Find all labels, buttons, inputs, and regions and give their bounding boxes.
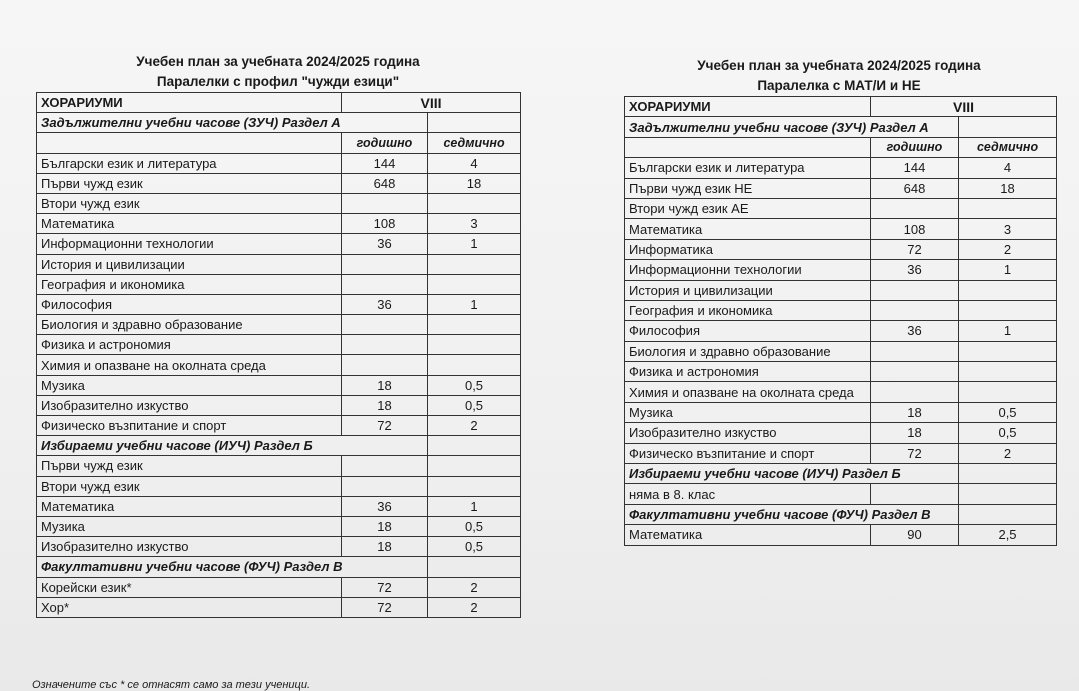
table-row bbox=[625, 280, 1057, 300]
weekly-cell: 18 bbox=[959, 178, 1057, 198]
yearly-cell: 72 bbox=[342, 577, 428, 597]
yearly-cell bbox=[342, 355, 428, 375]
weekly-cell bbox=[428, 315, 521, 335]
yearly-cell: 72 bbox=[871, 443, 959, 463]
subject-cell: Физическо възпитание и спорт bbox=[625, 443, 871, 463]
subject-cell: Музика bbox=[625, 402, 871, 422]
subject-cell: Философия bbox=[37, 294, 342, 314]
footnote: Означените със * се отнасят само за тези ученици. bbox=[32, 679, 311, 691]
section-c-title: Факултативни учебни часове (ФУЧ) Раздел В bbox=[37, 557, 428, 577]
weekly-cell: 1 bbox=[428, 234, 521, 254]
subject-cell: Втори чужд език bbox=[37, 476, 342, 496]
section-row bbox=[37, 436, 521, 456]
weekly-cell bbox=[428, 355, 521, 375]
table-row bbox=[37, 214, 521, 234]
weekly-cell: 18 bbox=[428, 173, 521, 193]
table-row bbox=[37, 516, 521, 536]
subheader-row bbox=[625, 137, 1057, 157]
table-row bbox=[37, 597, 521, 617]
table-row bbox=[625, 300, 1057, 320]
table-row bbox=[37, 173, 521, 193]
yearly-cell: 36 bbox=[342, 234, 428, 254]
table-row bbox=[37, 254, 521, 274]
table-row bbox=[37, 315, 521, 335]
table-row bbox=[625, 402, 1057, 422]
empty-cell bbox=[959, 464, 1057, 484]
yearly-cell bbox=[342, 476, 428, 496]
yearly-cell bbox=[871, 341, 959, 361]
table-row bbox=[625, 198, 1057, 218]
empty-cell bbox=[625, 137, 871, 157]
subject-cell: Физика и астрономия bbox=[625, 362, 871, 382]
yearly-cell bbox=[871, 484, 959, 504]
yearly-cell bbox=[871, 362, 959, 382]
header-label: ХОРАРИУМИ bbox=[625, 97, 871, 117]
yearly-cell: 36 bbox=[342, 496, 428, 516]
weekly-cell: 0,5 bbox=[428, 516, 521, 536]
weekly-cell: 2,5 bbox=[959, 525, 1057, 545]
table-row bbox=[37, 375, 521, 395]
table-row bbox=[625, 382, 1057, 402]
doc-title: Учебен план за учебната 2024/2025 година bbox=[697, 58, 981, 73]
table-row bbox=[37, 416, 521, 436]
curriculum-table bbox=[624, 96, 1057, 546]
yearly-cell bbox=[342, 335, 428, 355]
subject-cell: Химия и опазване на околната среда bbox=[625, 382, 871, 402]
subject-cell: География и икономика bbox=[37, 274, 342, 294]
doc-subtitle: Паралелки с профил "чужди езици" bbox=[156, 74, 400, 89]
table-row bbox=[37, 234, 521, 254]
yearly-cell: 18 bbox=[342, 516, 428, 536]
yearly-cell: 144 bbox=[342, 153, 428, 173]
yearly-cell: 36 bbox=[342, 294, 428, 314]
yearly-cell bbox=[342, 456, 428, 476]
subject-cell: Български език и литература bbox=[625, 158, 871, 178]
weekly-cell bbox=[959, 198, 1057, 218]
yearly-cell: 36 bbox=[871, 321, 959, 341]
table-row bbox=[37, 274, 521, 294]
yearly-cell bbox=[871, 300, 959, 320]
subject-cell: Изобразително изкуство bbox=[625, 423, 871, 443]
section-b-title: Избираеми учебни часове (ИУЧ) Раздел Б bbox=[37, 436, 428, 456]
table-row bbox=[37, 395, 521, 415]
weekly-cell bbox=[959, 382, 1057, 402]
empty-cell bbox=[959, 117, 1057, 137]
yearly-cell: 18 bbox=[871, 423, 959, 443]
weekly-cell: 1 bbox=[428, 294, 521, 314]
subject-cell: Философия bbox=[625, 321, 871, 341]
section-a-title: Задължителни учебни часове (ЗУЧ) Раздел А bbox=[625, 117, 959, 137]
subject-cell: Изобразително изкуство bbox=[37, 537, 342, 557]
subject-cell: Физическо възпитание и спорт bbox=[37, 416, 342, 436]
curriculum-math-it bbox=[624, 56, 1057, 546]
table-row bbox=[625, 423, 1057, 443]
col-yearly-header: годишно bbox=[342, 133, 428, 153]
col-weekly-header: седмично bbox=[428, 133, 521, 153]
col-weekly-header: седмично bbox=[959, 137, 1057, 157]
weekly-cell: 2 bbox=[428, 416, 521, 436]
section-row bbox=[625, 117, 1057, 137]
empty-cell bbox=[959, 504, 1057, 524]
table-row bbox=[37, 335, 521, 355]
col-yearly-header: годишно bbox=[871, 137, 959, 157]
weekly-cell bbox=[959, 362, 1057, 382]
weekly-cell: 2 bbox=[428, 577, 521, 597]
table-row bbox=[625, 321, 1057, 341]
yearly-cell: 90 bbox=[871, 525, 959, 545]
curriculum-table bbox=[36, 92, 521, 618]
empty-cell bbox=[428, 436, 521, 456]
subject-cell: Втори чужд език АЕ bbox=[625, 198, 871, 218]
section-b-title: Избираеми учебни часове (ИУЧ) Раздел Б bbox=[625, 464, 959, 484]
subject-cell: История и цивилизации bbox=[625, 280, 871, 300]
empty-cell bbox=[37, 133, 342, 153]
section-c-title: Факултативни учебни часове (ФУЧ) Раздел В bbox=[625, 504, 959, 524]
weekly-cell bbox=[428, 254, 521, 274]
weekly-cell bbox=[959, 484, 1057, 504]
yearly-cell: 648 bbox=[342, 173, 428, 193]
weekly-cell: 3 bbox=[428, 214, 521, 234]
section-a-title: Задължителни учебни часове (ЗУЧ) Раздел А bbox=[37, 113, 428, 133]
section-row bbox=[625, 504, 1057, 524]
weekly-cell: 2 bbox=[959, 443, 1057, 463]
table-row bbox=[625, 260, 1057, 280]
subject-cell: Математика bbox=[625, 525, 871, 545]
subject-cell: Математика bbox=[625, 219, 871, 239]
weekly-cell: 0,5 bbox=[428, 537, 521, 557]
weekly-cell: 0,5 bbox=[959, 402, 1057, 422]
subject-cell: Математика bbox=[37, 214, 342, 234]
yearly-cell: 108 bbox=[342, 214, 428, 234]
subject-cell: Биология и здравно образование bbox=[37, 315, 342, 335]
table-row bbox=[37, 456, 521, 476]
empty-cell bbox=[428, 557, 521, 577]
yearly-cell: 648 bbox=[871, 178, 959, 198]
weekly-cell bbox=[959, 341, 1057, 361]
yearly-cell: 72 bbox=[342, 597, 428, 617]
table-row bbox=[625, 484, 1057, 504]
weekly-cell: 1 bbox=[959, 260, 1057, 280]
header-label: ХОРАРИУМИ bbox=[37, 93, 342, 113]
subject-cell: Първи чужд език НЕ bbox=[625, 178, 871, 198]
subject-cell: Информационни технологии bbox=[625, 260, 871, 280]
doc-title: Учебен план за учебната 2024/2025 година bbox=[136, 54, 420, 69]
weekly-cell: 0,5 bbox=[959, 423, 1057, 443]
subject-cell: Корейски език* bbox=[37, 577, 342, 597]
subject-cell: Химия и опазване на околната среда bbox=[37, 355, 342, 375]
subheader-row bbox=[37, 133, 521, 153]
yearly-cell: 36 bbox=[871, 260, 959, 280]
yearly-cell: 18 bbox=[342, 375, 428, 395]
subject-cell: Информатика bbox=[625, 239, 871, 259]
subject-cell: География и икономика bbox=[625, 300, 871, 320]
table-row bbox=[37, 193, 521, 213]
header-row bbox=[37, 93, 521, 113]
subject-cell: Хор* bbox=[37, 597, 342, 617]
yearly-cell: 72 bbox=[871, 239, 959, 259]
weekly-cell bbox=[428, 274, 521, 294]
grade-label: VIII bbox=[871, 97, 1057, 117]
subject-cell: Биология и здравно образование bbox=[625, 341, 871, 361]
table-row bbox=[37, 153, 521, 173]
table-row bbox=[37, 577, 521, 597]
yearly-cell: 108 bbox=[871, 219, 959, 239]
weekly-cell bbox=[428, 193, 521, 213]
header-row bbox=[625, 97, 1057, 117]
weekly-cell: 4 bbox=[428, 153, 521, 173]
table-row bbox=[625, 219, 1057, 239]
weekly-cell: 0,5 bbox=[428, 395, 521, 415]
weekly-cell: 0,5 bbox=[428, 375, 521, 395]
section-row bbox=[625, 464, 1057, 484]
subject-cell: Музика bbox=[37, 516, 342, 536]
grade-label: VIII bbox=[342, 93, 521, 113]
table-row bbox=[37, 496, 521, 516]
table-row bbox=[37, 294, 521, 314]
table-row bbox=[625, 178, 1057, 198]
yearly-cell bbox=[342, 315, 428, 335]
yearly-cell: 72 bbox=[342, 416, 428, 436]
subject-cell: Втори чужд език bbox=[37, 193, 342, 213]
table-row bbox=[37, 537, 521, 557]
table-row bbox=[625, 341, 1057, 361]
empty-cell bbox=[428, 113, 521, 133]
weekly-cell: 1 bbox=[959, 321, 1057, 341]
weekly-cell: 1 bbox=[428, 496, 521, 516]
table-row bbox=[37, 476, 521, 496]
weekly-cell bbox=[428, 476, 521, 496]
table-row bbox=[625, 239, 1057, 259]
table-row bbox=[625, 525, 1057, 545]
yearly-cell: 18 bbox=[342, 395, 428, 415]
subject-cell: Информационни технологии bbox=[37, 234, 342, 254]
subject-cell: Български език и литература bbox=[37, 153, 342, 173]
weekly-cell bbox=[959, 300, 1057, 320]
weekly-cell: 3 bbox=[959, 219, 1057, 239]
yearly-cell bbox=[871, 382, 959, 402]
section-row bbox=[37, 557, 521, 577]
yearly-cell: 18 bbox=[871, 402, 959, 422]
subject-cell: Математика bbox=[37, 496, 342, 516]
table-row bbox=[37, 355, 521, 375]
yearly-cell bbox=[871, 198, 959, 218]
section-row bbox=[37, 113, 521, 133]
subject-cell: Музика bbox=[37, 375, 342, 395]
subject-cell: Изобразително изкуство bbox=[37, 395, 342, 415]
table-row bbox=[625, 362, 1057, 382]
yearly-cell bbox=[342, 193, 428, 213]
subject-cell: Първи чужд език bbox=[37, 173, 342, 193]
yearly-cell: 144 bbox=[871, 158, 959, 178]
yearly-cell bbox=[342, 274, 428, 294]
subject-cell: няма в 8. клас bbox=[625, 484, 871, 504]
weekly-cell bbox=[428, 335, 521, 355]
yearly-cell bbox=[871, 280, 959, 300]
weekly-cell: 4 bbox=[959, 158, 1057, 178]
doc-subtitle: Паралелка с МАТ/И и НЕ bbox=[757, 78, 921, 93]
weekly-cell bbox=[959, 280, 1057, 300]
yearly-cell: 18 bbox=[342, 537, 428, 557]
subject-cell: Първи чужд език bbox=[37, 456, 342, 476]
yearly-cell bbox=[342, 254, 428, 274]
table-row bbox=[625, 158, 1057, 178]
subject-cell: История и цивилизации bbox=[37, 254, 342, 274]
curriculum-foreign-languages bbox=[36, 52, 521, 618]
weekly-cell bbox=[428, 456, 521, 476]
weekly-cell: 2 bbox=[428, 597, 521, 617]
weekly-cell: 2 bbox=[959, 239, 1057, 259]
subject-cell: Физика и астрономия bbox=[37, 335, 342, 355]
table-row bbox=[625, 443, 1057, 463]
